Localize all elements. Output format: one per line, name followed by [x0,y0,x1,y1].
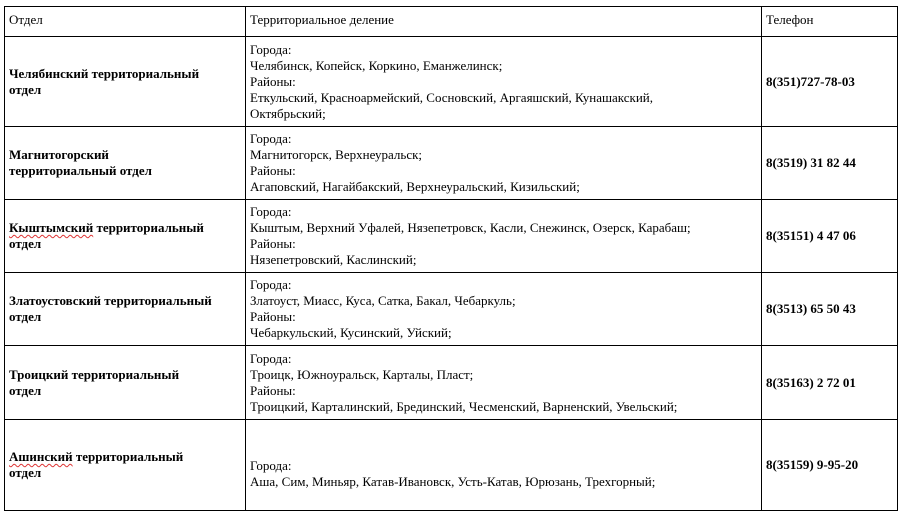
districts-list: Нязепетровский, Каслинский; [250,252,417,267]
districts-label: Районы: [250,163,296,178]
dept-name: Магнитогорский территориальный отдел [5,127,246,200]
cities-label: Города: [250,204,292,219]
districts-label: Районы: [250,236,296,251]
table-header-row [5,7,898,37]
districts-list: Еткульский, Красноармейский, Сосновский, Аргаяшский, Кунашакский, [250,89,653,105]
districts-list: Агаповский, Нагайбакский, Верхнеуральский, Кизильский; [250,179,580,194]
cities-label: Города: [250,350,292,366]
cities-list: Аша, Сим, Миньяр, Катав-Ивановск, Усть-Катав, Юрюзань, Трехгорный; [250,474,656,489]
table-row [5,200,898,273]
cities-label: Города: [250,458,292,473]
phone-number: 8(351)727-78-03 [762,37,898,127]
cities-list: Челябинск, Копейск, Коркино, Еманжелинск; [250,57,503,73]
dept-name: Челябинский территориальный отдел [5,37,246,127]
territorial-departments-table [4,6,898,511]
spellcheck-word: Ашинский [9,449,73,464]
phone-number: 8(35163) 2 72 01 [762,346,898,420]
territory-cell [246,127,762,200]
territory-cell [246,37,762,127]
territory-cell [246,200,762,273]
cities-list: Кыштым, Верхний Уфалей, Нязепетровск, Касли, Снежинск, Озерск, Карабаш; [250,220,691,235]
cities-list: Магнитогорск, Верхнеуральск; [250,147,423,162]
districts-list: Чебаркульский, Кусинский, Уйский; [250,325,452,340]
districts-label: Районы: [250,309,296,324]
spellcheck-word: Кыштымский [9,220,94,235]
table-row [5,273,898,346]
phone-number: 8(3519) 31 82 44 [762,127,898,200]
header-territory: Территориальное деление [246,7,762,37]
dept-name: Троицкий территориальный отдел [5,346,246,420]
table-row [5,37,898,127]
cities-label: Города: [250,277,292,292]
districts-label: Районы: [250,382,296,398]
dept-name: Ашинский территориальный отдел [5,420,246,511]
header-phone: Телефон [762,7,898,37]
cities-list: Златоуст, Миасс, Куса, Сатка, Бакал, Чебаркуль; [250,293,516,308]
cities-list: Троицк, Южноуральск, Карталы, Пласт; [250,366,474,382]
cities-label: Города: [250,41,292,57]
cities-label: Города: [250,131,292,146]
dept-name: Златоустовский территориальный отдел [5,273,246,346]
table-row [5,127,898,200]
districts-label: Районы: [250,73,296,89]
phone-number: 8(35151) 4 47 06 [762,200,898,273]
territory-cell [246,346,762,420]
header-dept: Отдел [5,7,246,37]
territory-cell [246,420,762,511]
table-row [5,420,898,511]
districts-list: Троицкий, Карталинский, Брединский, Чесменский, Варненский, Увельский; [250,398,678,414]
territory-cell [246,273,762,346]
dept-name: Кыштымский территориальный отдел [5,200,246,273]
phone-number: 8(3513) 65 50 43 [762,273,898,346]
districts-list-cont: Октябрьский; [250,105,326,121]
table-row [5,346,898,420]
phone-number: 8(35159) 9-95-20 [762,420,898,511]
